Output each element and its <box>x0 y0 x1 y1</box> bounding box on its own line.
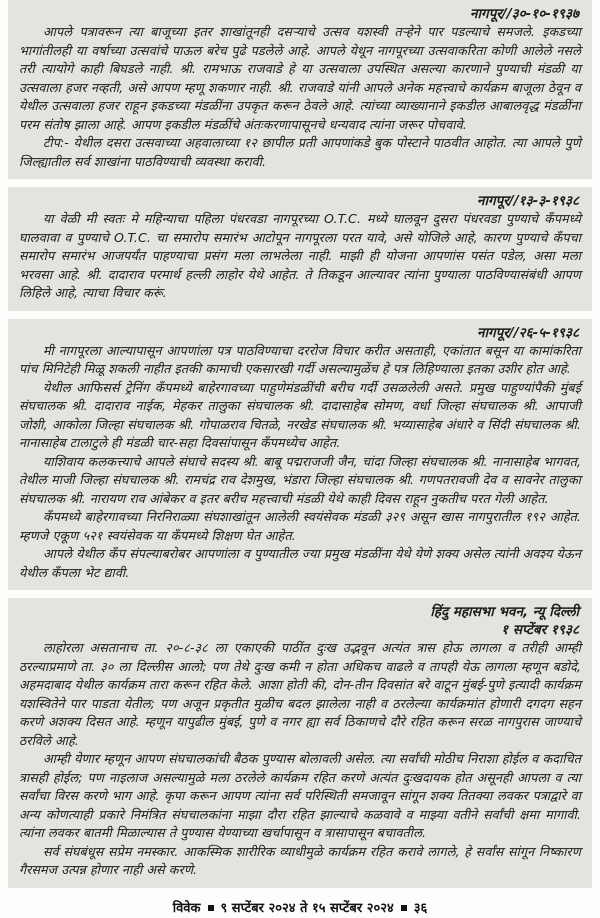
square-bullet-icon <box>401 905 407 911</box>
letter-paragraph: मी नागपूरला आल्यापासून आपणांला पत्र पाठविण्याचा दररोज विचार करीत असताही, एकांतात बसून या कामांकरिता पांच मिनिटेही मिळू शकली नाहीत इतकी कामाची एकसारखी गर्दी असल्यामुळेंच हे पत्र लिहिण्याला इतका उशीर होत आहे. <box>19 342 581 379</box>
letter-dateline-date: १ सप्टेंबर १९३८ <box>19 621 581 639</box>
letter-paragraph: लाहोरला असतानाच ता. २०-८-३८ ला एकाएकी पाठींत दुःख उद्भवून अत्यंत त्रास होऊ लागला व तरीही आम्ही ठरल्याप्रमाणे ता. ३० ला दिल्लीस आलो; पण तेथे दुःख कमी न होता अधिकच वाढले व तापही येऊ लागला म्हणून बडोदे, अहमदाबाद येथील कार्यक्रम तारा करून रहित केले. आशा होती की, दोन-तीन दिवसांत बरे वाटून मुंबई-पुणे इत्यादी कार्यक्रम यशस्वितेने पार पाडता येतील; पण अजून प्रकृतीत मुळीच बदल झालेला नाही व ठरलेल्या कार्यक्रमांत होणारी दगदग सहन करणे अशक्य दिसत आहे. म्हणून यापुढील मुंबई, पुणे व नगर ह्या सर्व ठिकाणचे दौरे रहित करून सरळ नागपुरास जाण्याचे ठरविले आहे. <box>19 639 581 750</box>
magazine-name: विवेक <box>173 901 201 916</box>
letter-paragraph: आपले येथील कँप संपल्याबरोबर आपणांला व पुण्यातील ज्या प्रमुख मंडळींना येथे येणे शक्य असेल त्यांनी अवश्य येऊन येथील कँपला भेट द्यावी. <box>19 545 581 582</box>
letter-dateline-place: हिंदु महासभा भवन, न्यू दिल्ली <box>19 603 581 621</box>
letter-block-1 <box>8 0 592 179</box>
letter-dateline: नागपूर//२६-५-१९३८ <box>19 324 581 342</box>
letter-paragraph: या वेळी मी स्वतः मे महिन्याचा पहिला पंधरवडा नागपूरच्या O.T.C. मध्ये घालवून दुसरा पंधरवडा पुण्याचे कँपमध्ये घालवावा व पुण्याचे O.T.C. चा समारोप समारंभ आटोपून नागपूरला परत यावे, असे योजिले आहे, कारण पुण्याचे कँपचा समारोप समारंभ आजपर्यंत पाहण्याचा प्रसंग मला लाभलेला नाही. माझी ही योजना आपणांस पसंत पडेल, असा मला भरवसा आहे. श्री. दादाराव परमार्थ हल्ली लाहोर येथे आहेत. ते तिकडून आल्यावर त्यांना पुण्याला पाठविण्यासंबंधी आपण लिहिले आहे, त्याचा विचार करूं. <box>19 210 581 303</box>
letter-paragraph: येथील आफिसर्स ट्रेनिंग कँपमध्ये बाहेरगावच्या पाहुणेमंडळींची बरीच गर्दी उसळलेली असते. प्रमुख पाहुण्यांपैकी मुंबई संघचालक श्री. दादाराव नाईक, मेहकर तालुका संघचालक श्री. दादासाहेब सोमण, वर्धा जिल्हा संघचालक श्री. आपाजी जोशी, आकोला जिल्हा संघचालक श्री. गोपाळराव चितळे, नरखेड संघचालक श्री. भय्यासाहेब अंधारे व सिंदी संघचालक श्री. नानासाहेब टालाटुले ही मंडळी चार-सहा दिवसांपासून कँपमध्येच आहेत. <box>19 379 581 453</box>
letter-paragraph: कँपमध्ये बाहेरगावच्या निरनिराळ्या संघशाखांतून आलेली स्वयंसेवक मंडळी ३२९ असून खास नागपुरातील १९२ आहेत. म्हणजे एकूण ५२१ स्वयंसेवक या कँपमध्ये शिक्षण घेत आहेत. <box>19 508 581 545</box>
letter-block-4 <box>8 598 592 888</box>
letter-paragraph: सर्व संघबंधूस सप्रेम नमस्कार. आकस्मिक शारीरिक व्याधीमुळे कार्यक्रम रहित करावे लागले, हे सर्वांस सांगून निष्कारण गैरसमज उत्पन्न होणार नाही असे करणे. <box>19 843 581 880</box>
page-footer <box>8 900 592 918</box>
letter-paragraph: आम्ही येणार म्हणून आपण संघचालकांची बैठक पुण्यास बोलावली असेल. त्या सर्वांची मोठीच निराशा होईल व कदाचित त्रासही होईल; पण नाइलाज असल्यामुळे मला ठरलेले कार्यक्रम रहित करणे अत्यंत दुःखदायक होत असूनही आपला व त्या सर्वांचा विरस करणे भाग आहे. कृपा करून आपण त्यांना सर्व परिस्थिती समजावून सांगून शक्य तितक्या लवकर पत्राद्वारे वा अन्य कोणत्याही प्रकारे निमंत्रित संघचालकांना माझा दौरा रहित झाल्याचे कळवावे व माझ्या वतीने सर्वांची क्षमा मागावी. त्यांना लवकर बातमी मिळाल्यास ते पुण्यास येण्याच्या खर्चापासून व त्रासापासून बचावतील. <box>19 750 581 843</box>
page-number: ३६ <box>414 901 428 916</box>
letter-dateline: नागपूर//३०-१०-१९३७ <box>19 5 581 23</box>
letter-dateline: नागपूर//१३-३-१९३८ <box>19 192 581 210</box>
letter-block-3 <box>8 319 592 591</box>
letter-block-2 <box>8 187 592 311</box>
square-bullet-icon <box>208 905 214 911</box>
letter-paragraph: आपले पत्रावरून त्या बाजूच्या इतर शाखांतूनही दसऱ्याचे उत्सव यशस्वी तऱ्हेने पार पडल्याचे समजले. इकडच्या भागांतीलही या वर्षाच्या उत्सवांचे पाऊल बरेच पुढे पडलेले आहे. आपले येथून नागपूरच्या उत्सवाकरिता कोणी आलेले नसले तरी त्यायोगे काही बिघडले नाही. श्री. रामभाऊ राजवाडे हे या उत्सवाला उपस्थित असल्या कारणाने पुण्याची मंडळी या उत्सवाला हजर नव्हती, असे आपण म्हणू शकणार नाही. श्री. राजवाडे यांनी आपले अनेक महत्त्वाचे कार्यक्रम बाजूला ठेवून व येथील उत्सवाला हजर राहून इकडच्या मंडळींना उपकृत करून ठेवले आहे. त्यांच्या व्याख्यानाने इकडील आबालवृद्ध मंडळींना परम संतोष झाला आहे. आपण इकडील मंडळींचे अंतःकरणापासूनचे धन्यवाद त्यांना जरूर पोचवावे. <box>19 23 581 134</box>
letter-note-paragraph: टीप:- येथील दसरा उत्सवाच्या अहवालाच्या १२ छापील प्रती आपणांकडे बुक पोस्टाने पाठवीत आहोत. त्या आपले पुणे जिल्ह्यातील सर्व शाखांना पाठविण्याची व्यवस्था करावी. <box>19 134 581 171</box>
issue-date-range: ९ सप्टेंबर २०२४ ते १५ सप्टेंबर २०२४ <box>221 901 394 916</box>
letter-paragraph: याशिवाय कलकत्त्याचे आपले संघाचे सदस्य श्री. बाबू पद्मराजजी जैन, चांदा जिल्हा संघचालक श्री. नानासाहेब भागवत, तेथील माजी जिल्हा संघचालक श्री. रामचंद्र राव देशमुख, भंडारा जिल्हा संघचालक श्री. गणपतरावजी देव व सावनेर तालुका संघचालक श्री. नारायण राव आंबेकर व इतर बरीच महत्त्वाची मंडळी येथे काही दिवस राहून नुकतीच परत गेली आहेत. <box>19 453 581 509</box>
